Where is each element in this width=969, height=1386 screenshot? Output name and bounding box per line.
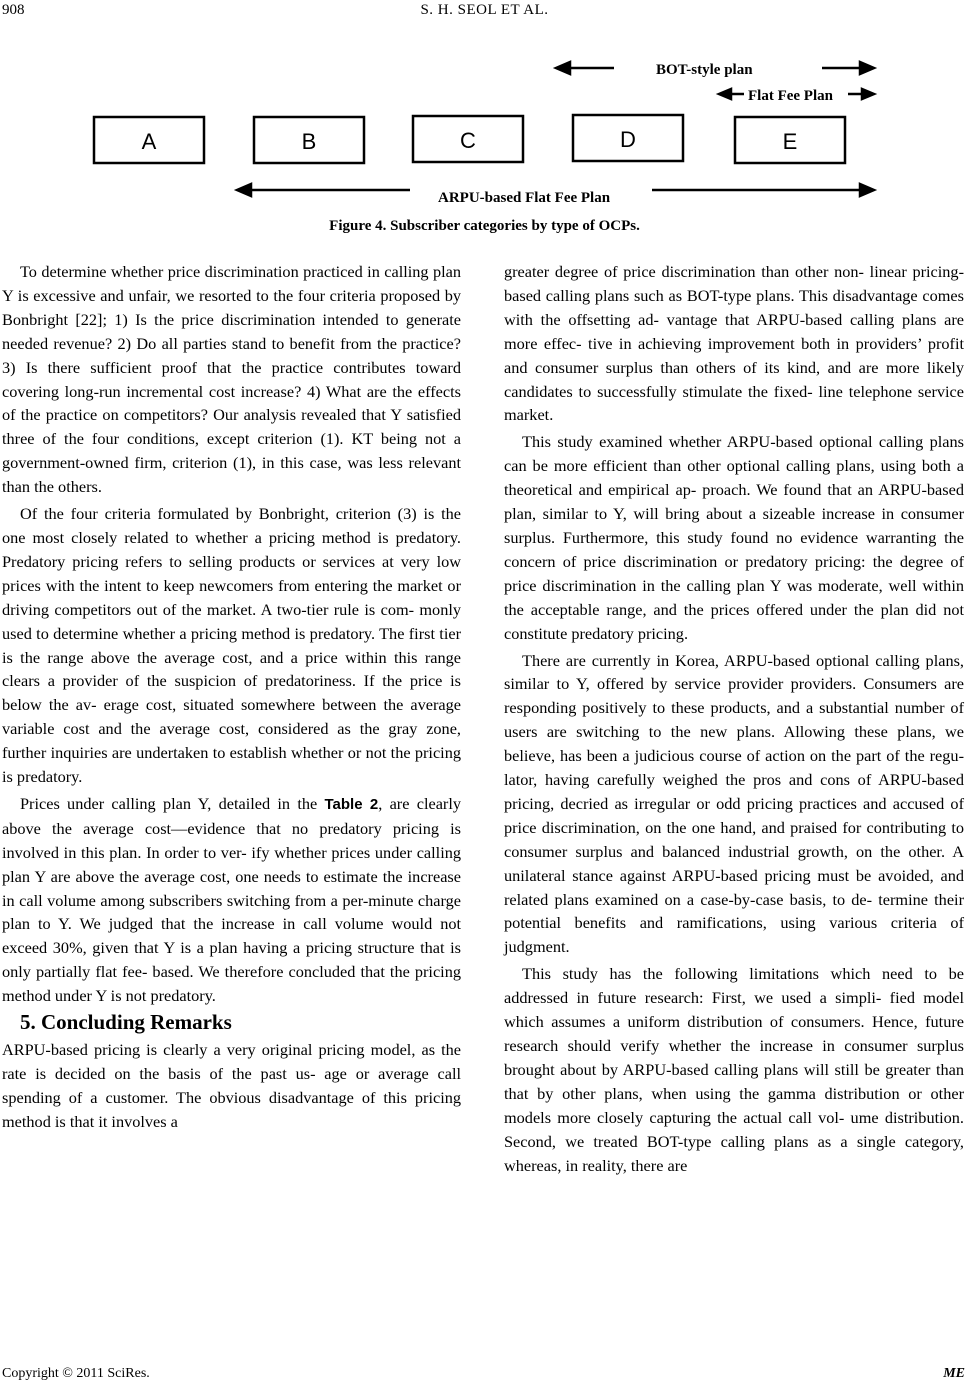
category-box-e (735, 117, 845, 163)
paragraph: This study has the following limitations which need to be addressed in future research: First, we used a simpli- fied model which assumes a uniform distribution of consumers. Hence, future research should verify whether the increase in consumer surplus brought about by ARPU-based calling plans will still be greater than that by other plans, when using the gamma distribution or other models more closely capturing the actual call vol- ume distribution. Second, we treated BOT-type calling plans as a single category, whereas, in reality, there are (504, 964, 964, 1175)
category-box-c (413, 116, 523, 162)
figure-caption: Figure 4. Subscriber categories by type of OCPs. (329, 218, 640, 234)
copyright-footer: Copyright © 2011 SciRes. (2, 1366, 150, 1381)
running-header-authors: S. H. SEOL ET AL. (420, 2, 549, 18)
paragraph (2, 792, 461, 1008)
paragraph-text: Prices under calling plan Y, detailed in the (20, 793, 325, 813)
category-box-d (573, 115, 683, 161)
left-column (2, 260, 461, 1134)
paragraph: ARPU-based pricing is clearly a very original pricing model, as the rate is decided on the basis of the past us- age or average call spending of a customer. The obvious disadvantage of this pricing method is that it involves a (2, 1040, 461, 1131)
right-column (504, 260, 964, 1177)
bot-style-plan-label: BOT-style plan (656, 62, 753, 78)
paragraph: greater degree of price discrimination than other non- linear pricing-based calling plans such as BOT-type plans. This disadvantage comes with the offsetting ad- vantage that ARPU-based calling plans are more effec- tive in achieving improvement both in providers’ profit and consumer surplus than others of its kind, and are more likely candidates to successfully stimulate the fixed- line telephone service market. (504, 262, 964, 425)
category-box-b (254, 117, 364, 163)
flat-fee-plan-label: Flat Fee Plan (748, 88, 833, 104)
paragraph: This study examined whether ARPU-based optional calling plans can be more efficient than other optional calling plans, using both a theoretical and empirical ap- proach. We found that an ARPU-based plan, similar to Y, will bring about a sizeable increase in consumer surplus. Furthermore, this study found no evidence warranting the concern of price discrimination or predatory pricing: the degree of price discrimination in the calling plan Y was moderate, well within the acceptable range, and the prices offered under the plan did not constitute predatory pricing. (504, 432, 964, 643)
category-box-c-label: C (460, 128, 476, 153)
paragraph: Of the four criteria formulated by Bonbright, criterion (3) is the one most closely related to whether a pricing method is predatory. Predatory pricing refers to selling products or services at very low prices with the intent to keep newcomers from entering the market or driving competitors out of the market. A two-tier rule is com- monly used to determine whether a pricing method is predatory. The first tier is the range above the average cost, and a price within this range clears a provider of the suspicion of predatoriness. If the price is below the av- erage cost, situated somewhere between the average variable cost and the average cost, considered as the gray zone, further inquiries are undertaken to establish whether or not the pricing is predatory. (2, 504, 461, 787)
category-box-d-label: D (620, 127, 636, 152)
page-number: 908 (2, 2, 25, 18)
category-box-a-label: A (141, 129, 157, 154)
paragraph: To determine whether price discrimination practiced in calling plan Y is excessive and unfair, we resorted to the four criteria proposed by Bonbright [22]; 1) Is the price discrimination intended to generate needed revenue? 2) Do all parties stand to benefit from the practice? 3) Is there sufficient proof that the practice contributes toward covering long-run incremental cost increase? 4) What are the effects of the practice on competitors? Our analysis revealed that Y satisfied three of the four conditions, except criterion (1). KT being not a government-owned firm, criterion (1), in this case, was less relevant than the others. (2, 262, 461, 497)
category-box-a (94, 117, 204, 163)
arpu-plan-label: ARPU-based Flat Fee Plan (438, 190, 611, 206)
section-heading: 5. Concluding Remarks (20, 1010, 232, 1035)
table-reference-link[interactable]: Table 2 (324, 795, 379, 813)
journal-abbreviation: ME (943, 1366, 965, 1381)
paragraph-text: , are clearly above the average cost—evidence that no predatory pricing is involved in this plan. In order to ver- ify whether prices under calling plan Y are above the average cost, one needs to estimate the increase in call volume among subscribers switching from a per-minute charge plan to Y. We judged that the increase in call volume would not exceed 30%, given that Y is a plan having a pricing structure that is only partially flat fee- based. We therefore concluded that the pricing method under Y is not predatory. (2, 793, 462, 1006)
figure-subscriber-categories (0, 0, 969, 210)
paragraph: There are currently in Korea, ARPU-based optional calling plans, similar to Y, offered by service provider providers. Consumers are responding positively to these products, and a substantial number of users are switching to the new plans. Allowing these plans, we believe, has been a judicious course of action on the part of the regu- lator, having carefully weighed the pros and cons of ARPU-based pricing, decried as irregular or odd pricing practices and accused of price discrimination, on the one hand, and praised for contributing to consumer surplus and balanced industrial growth, on the other. A unilateral stance against ARPU-based pricing must be avoided, and related plans examined on a case-by-case basis, to de- termine their potential benefits and ramifications, using various criteria of judgment. (504, 650, 964, 957)
category-box-b-label: B (301, 129, 317, 154)
category-box-e-label: E (782, 129, 798, 154)
